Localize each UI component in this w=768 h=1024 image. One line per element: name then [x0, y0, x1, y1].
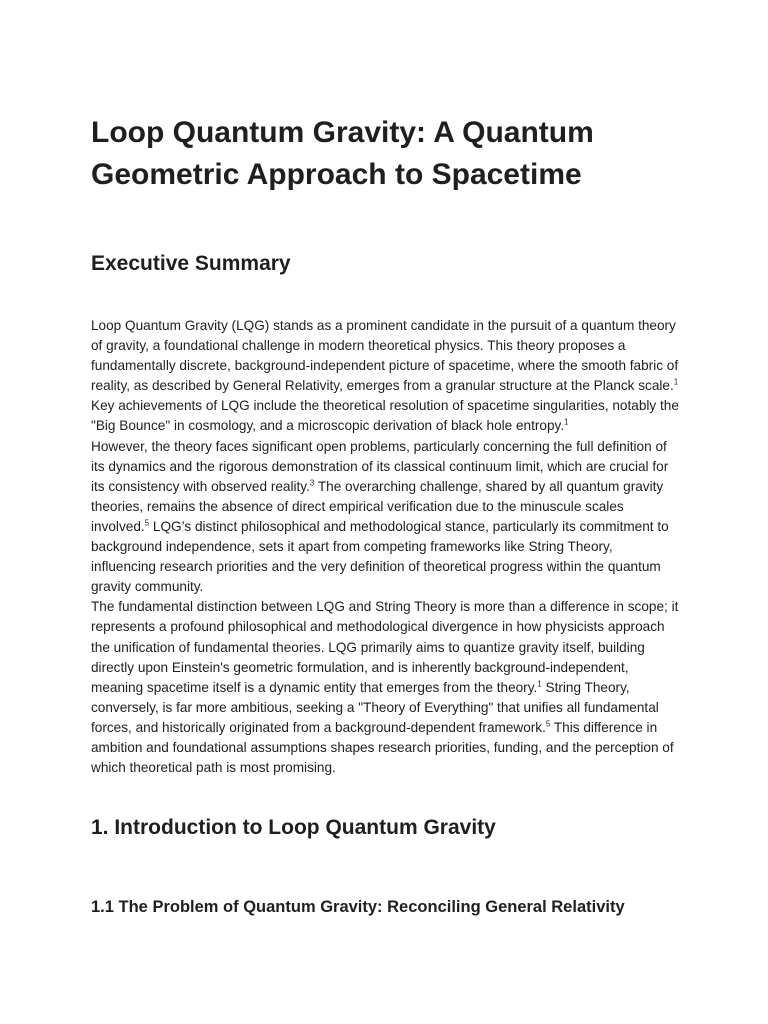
footnote-ref[interactable]: 5: [545, 719, 551, 729]
document-title: Loop Quantum Gravity: A Quantum Geometric Approach to Spacetime: [91, 116, 594, 191]
introduction-heading: 1. Introduction to Loop Quantum Gravity: [91, 816, 496, 839]
paragraph-3: The fundamental distinction between LQG and String Theory is more than a difference in scope; it represents a profound philosophical and methodological divergence in how physicists approach the unification of fundamental theories. LQG primarily aims to quantize gravity itself, building directly upon Einstein's geometric formulation, and is inherently background-independent, meaning spacetime itself is a dynamic entity that emerges from the theory.$^1$ String Theory, conversely, is far more ambitious, seeking a "Theory of Everything" that unifies all fundamental forces, and historically originated from a background-dependent framework.$^5$ This difference in ambition and foundational assumptions shapes research priorities, funding, and the perception of which theoretical path is most promising.: [91, 599, 679, 776]
footnote-ref[interactable]: 5: [144, 518, 150, 528]
footnote-ref[interactable]: 3: [309, 478, 315, 488]
executive-summary-heading: Executive Summary: [91, 252, 291, 275]
footnote-ref[interactable]: 1: [673, 377, 679, 387]
paragraph-2: However, the theory faces significant open problems, particularly concerning the full definition of its dynamics and the rigorous demonstration of its classical continuum limit, which are crucial for its consistency with observed reality.$^3$ The overarching challenge, shared by all quantum gravity theories, remains the absence of direct empirical verification due to the minuscule scales involved.$^5$ LQG’s distinct philosophical and methodological stance, particularly its commitment to background independence, sets it apart from competing frameworks like String Theory, influencing research priorities and the very definition of theoretical progress within the quantum gravity community.: [91, 438, 669, 595]
paragraph-1: Loop Quantum Gravity (LQG) stands as a prominent candidate in the pursuit of a quantum theory of gravity, a foundational challenge in modern theoretical physics. This theory proposes a fundamentally discrete, background-independent picture of spacetime, where the smooth fabric of reality, as described by General Relativity, emerges from a granular structure at the Planck scale.$^1$ Key achievements of LQG include the theoretical resolution of spacetime singularities, notably the "Big Bounce" in cosmology, and a microscopic derivation of black hole entropy.$^1$: [91, 318, 679, 434]
introduction-subheading: 1.1 The Problem of Quantum Gravity: Reconciling General Relativity: [91, 898, 625, 916]
footnote-ref[interactable]: 1: [537, 679, 542, 689]
executive-summary-body: [91, 316, 681, 778]
footnote-ref[interactable]: 1: [564, 417, 569, 427]
